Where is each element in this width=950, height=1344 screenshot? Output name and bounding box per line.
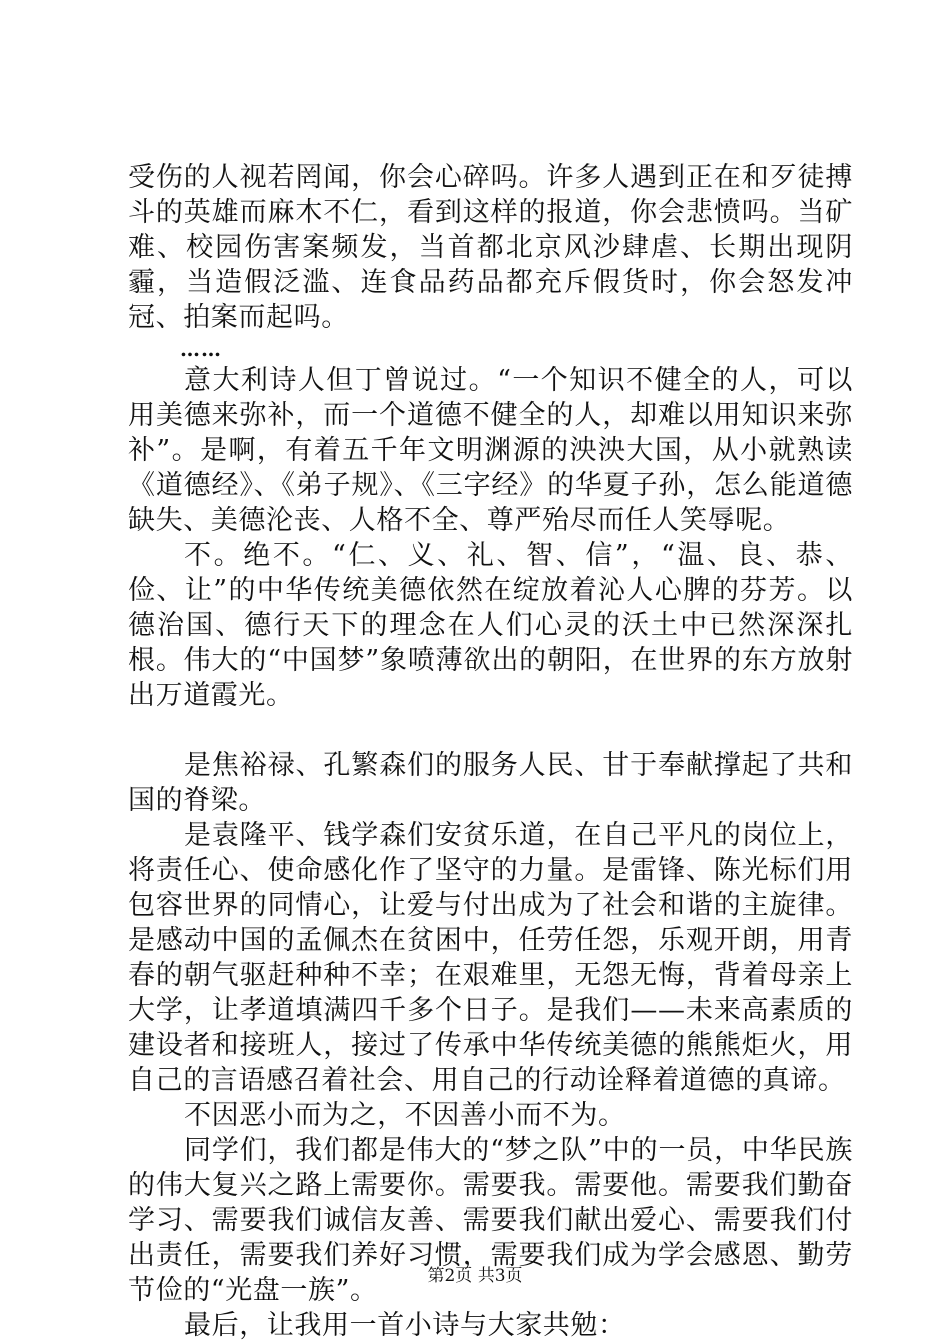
document-body (128, 160, 853, 1343)
paragraph: 最后，让我用一首小诗与大家共勉： (184, 1310, 626, 1341)
paragraph: 受伤的人视若罔闻，你会心碎吗。许多人遇到正在和歹徒搏斗的英雄而麻木不仁，看到这样的报道，你会悲愤吗。当矿难、校园伤害案频发，当首都北京风沙肆虐、长期出现阴霾，当造假泛滥、连食品药品都充斥假货时，你会怒发冲冠、拍案而起吗。 (128, 162, 853, 333)
paragraph: 同学们，我们都是伟大的“梦之队”中的一员，中华民族的伟大复兴之路上需要你。需要我。需要他。需要我们勤奋学习、需要我们诚信友善、需要我们献出爱心、需要我们付出责任，需要我们养好习惯，需要我们成为学会感恩、勤劳节俭的“光盘一族”。 (128, 1135, 853, 1306)
blank-line (128, 713, 853, 748)
paragraph: 不。绝不。“仁、义、礼、智、信”，“温、良、恭、俭、让”的中华传统美德依然在绽放着沁人心脾的芬芳。以德治国、德行天下的理念在人们心灵的沃土中已然深深扎根。伟大的“中国梦”象喷薄欲出的朝阳，在世界的东方放射出万道霞光。 (128, 540, 853, 711)
ellipsis-line: …… (180, 337, 222, 361)
paragraph: 不因恶小而为之，不因善小而不为。 (184, 1100, 626, 1131)
paragraph: 是袁隆平、钱学森们安贫乐道，在自己平凡的岗位上，将责任心、使命感化作了坚守的力量。是雷锋、陈光标们用包容世界的同情心，让爱与付出成为了社会和谐的主旋律。是感动中国的孟佩杰在贫困中，任劳任怨，乐观开朗，用青春的朝气驱赶种种不幸；在艰难里，无怨无悔，背着母亲上大学，让孝道填满四千多个日子。是我们——未来高素质的建设者和接班人，接过了传承中华传统美德的熊熊炬火，用自己的言语感召着社会、用自己的行动诠释着道德的真谛。 (128, 820, 853, 1096)
paragraph: 是焦裕禄、孔繁森们的服务人民、甘于奉献撑起了共和国的脊梁。 (128, 750, 853, 816)
paragraph: 意大利诗人但丁曾说过。“一个知识不健全的人，可以用美德来弥补，而一个道德不健全的人，却难以用知识来弥补”。是啊，有着五千年文明渊源的泱泱大国，从小就熟读《道德经》、《弟子规》、《三字经》的华夏子孙，怎么能道德缺失、美德沦丧、人格不全、尊严殆尽而任人笑辱呢。 (128, 365, 853, 536)
page-footer: 第2页 共3页 (427, 1266, 523, 1286)
